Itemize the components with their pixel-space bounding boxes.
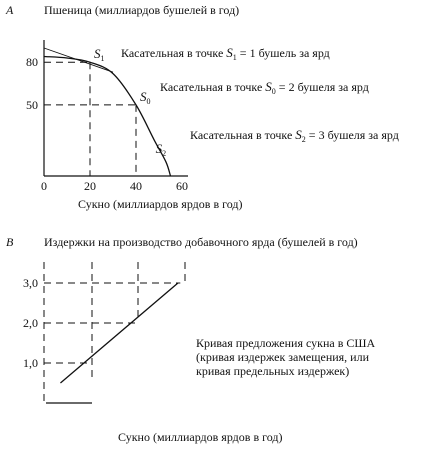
point-label-s0: $S_0$ [140,88,151,106]
panel-b-y-tick: 1,0 [23,356,38,370]
cloth-supply-curve [60,283,178,383]
panel-a-y-axis-label: Пшеница (миллиардов бушелей в год) [44,3,240,17]
panel-a-y-tick: 80 [26,55,38,70]
panel-b-y-tick: 2,0 [23,316,38,330]
supply-curve-annotation-line: Кривая предложения сукна в США [196,336,376,350]
tangent-annotation-s2: Касательная в точке $S_2 = 3$ бушеля за ярд [190,127,399,144]
panel-b-y-axis-label: Издержки на производство добавочного ярда (бушелей в год) [44,235,358,249]
tangent-annotation-s0: Касательная в точке $S_0 = 2$ бушеля за ярд [160,79,369,96]
panel-a-x-tick: 0 [41,179,47,193]
supply-curve-annotation-line: (кривая издержек замещения, или [196,350,370,364]
panel-b [6,235,376,444]
panel-b-letter: B [6,235,14,249]
panel-a-x-tick: 20 [84,179,96,193]
tangent-annotation-s1: Касательная в точке $S_1 = 1$ бушель за ярд [121,45,330,62]
panel-a-x-tick: 40 [130,179,142,193]
panel-a-x-axis-label: Сукно (миллиардов ярдов в год) [78,197,243,211]
panel-b-y-tick: 3,0 [23,276,38,290]
point-label-s2: $S_2$ [155,140,167,158]
panel-a-x-tick: 60 [176,179,188,193]
panel-a-letter: A [6,3,14,17]
point-label-s1: $S_1$ [94,46,105,64]
panel-b-x-axis-label: Сукно (миллиардов ярдов в год) [118,430,283,444]
panel-a [5,3,399,211]
supply-curve-annotation-line: кривая предельных издержек) [196,364,350,378]
panel-a-y-tick: 50 [26,97,38,112]
production-possibility-curve [44,57,171,177]
